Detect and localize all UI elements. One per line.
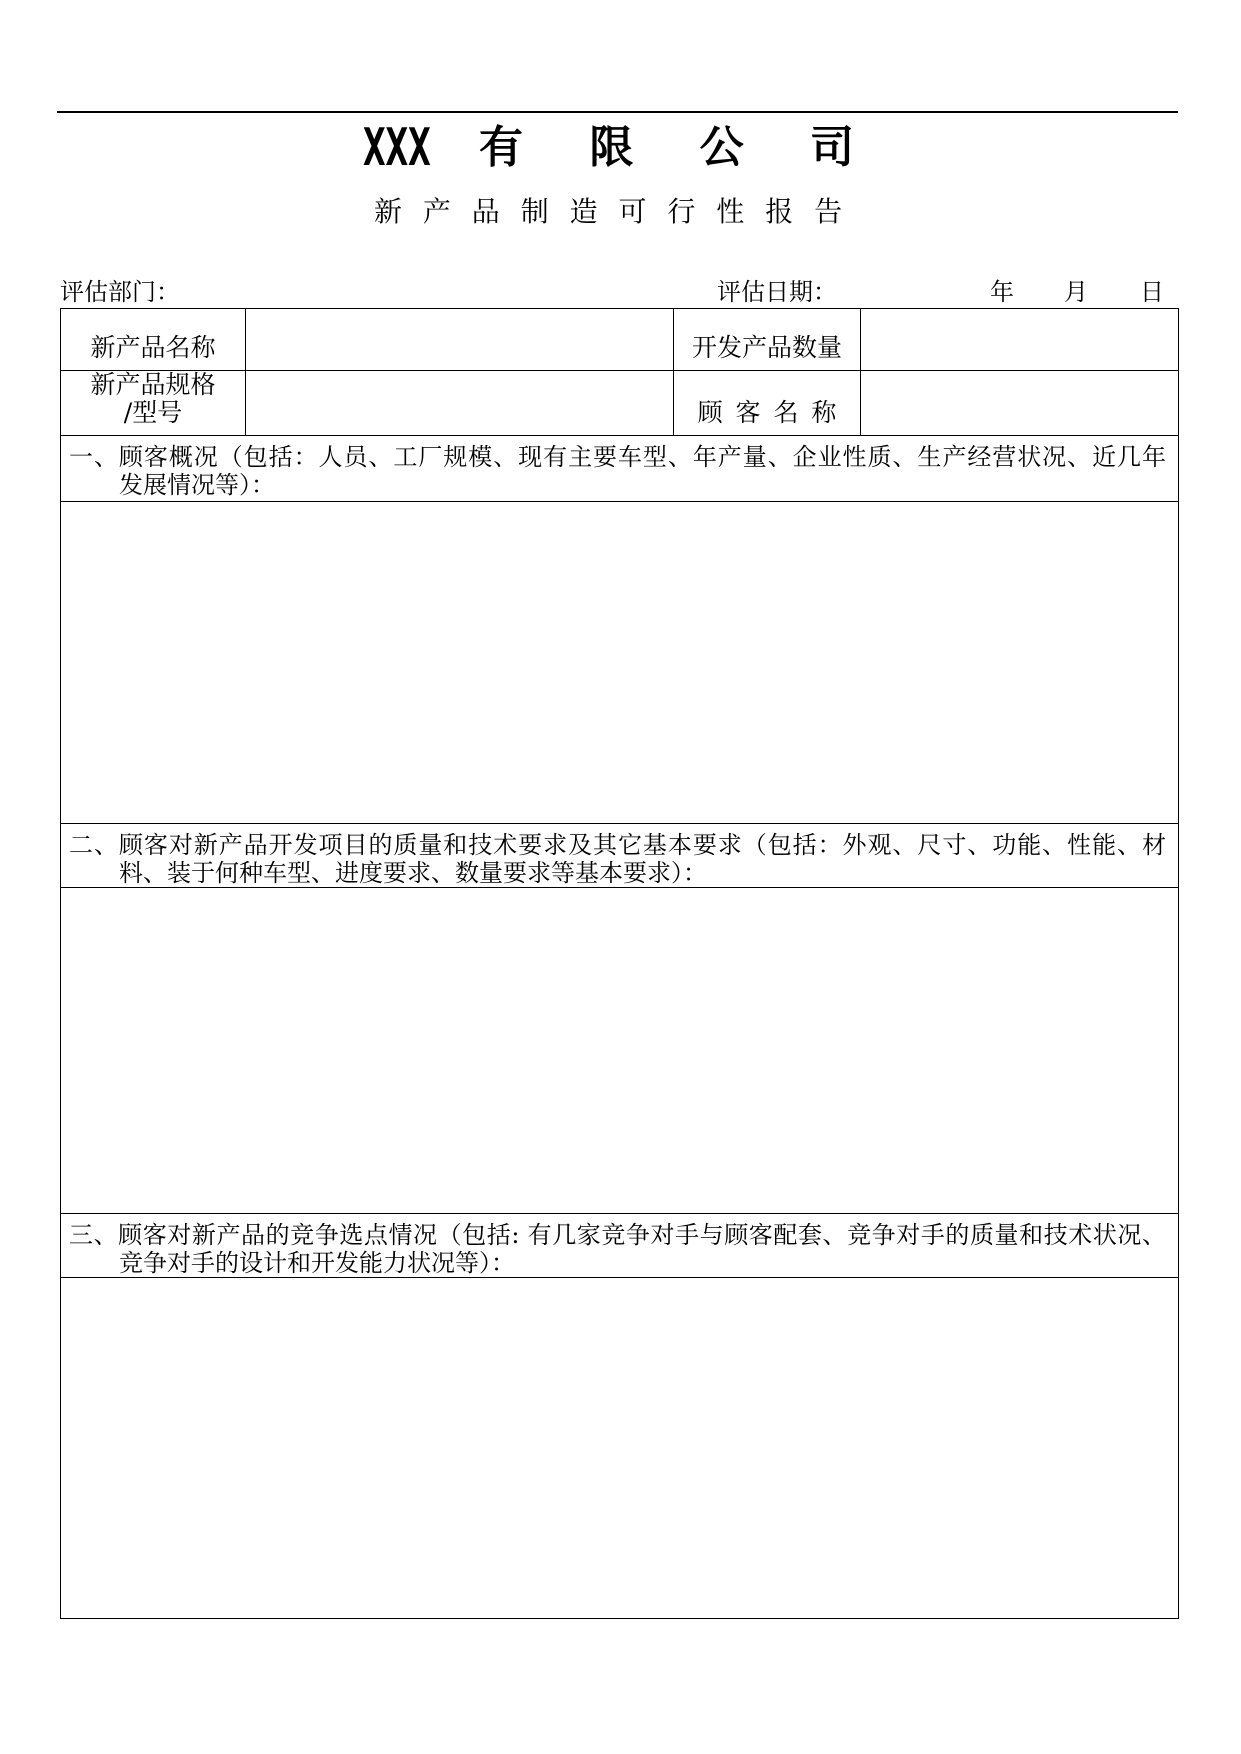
month-label: 月 — [1064, 278, 1088, 306]
section-2-content — [61, 888, 1179, 1214]
section-1-content — [61, 502, 1179, 824]
section-3-content — [61, 1278, 1179, 1619]
form-row-product-spec — [61, 371, 1179, 436]
product-spec-label-line1: 新产品规格 — [90, 370, 216, 399]
form-row-section-3-heading — [61, 1214, 1179, 1278]
section-2-heading-line1: 二、顾客对新产品开发项目的质量和技术要求及其它基本要求（包括：外观、尺寸、功能、性能、材 — [69, 831, 1166, 859]
section-2-heading-line2: 料、装于何种车型、进度要求、数量要求等基本要求）： — [119, 859, 707, 887]
date-label: 评估日期： — [717, 278, 837, 306]
form-row-section-2-content — [61, 888, 1179, 1214]
year-label: 年 — [990, 278, 1014, 306]
section-1-heading-line1: 一、顾客概况（包括：人员、工厂规模、现有主要车型、年产量、企业性质、生产经营状况、近几年 — [69, 443, 1166, 471]
report-title: 新 产 品 制 造 可 行 性 报 告 — [374, 195, 843, 228]
section-3-heading-line2: 竞争对手的设计和开发能力状况等）： — [119, 1249, 515, 1277]
product-spec-label — [61, 371, 246, 436]
product-quantity-value — [861, 309, 1179, 371]
day-label: 日 — [1140, 278, 1164, 306]
section-1-heading — [61, 436, 1179, 502]
product-spec-value — [246, 371, 674, 436]
form-row-section-1-heading — [61, 436, 1179, 502]
header-rule — [57, 111, 1178, 113]
product-quantity-label: 开发产品数量 — [674, 309, 861, 371]
product-name-label: 新产品名称 — [61, 309, 246, 371]
form-row-section-2-heading — [61, 824, 1179, 888]
company-type: 有 限 公 司 — [479, 122, 854, 173]
section-3-heading-line1: 三、顾客对新产品的竞争选点情况（包括: 有几家竞争对手与顾客配套、竞争对手的质量和技术状况、 — [69, 1221, 1166, 1249]
feasibility-form-table — [60, 308, 1179, 1619]
section-2-heading — [61, 824, 1179, 888]
customer-name-label: 顾 客 名 称 — [674, 371, 861, 436]
form-row-section-3-content — [61, 1278, 1179, 1619]
section-1-heading-line2: 发展情况等）： — [119, 471, 275, 499]
product-spec-label-line2: /型号 — [123, 398, 183, 427]
customer-name-value — [861, 371, 1179, 436]
company-name: XXX — [363, 118, 431, 178]
company-title — [0, 118, 1241, 178]
product-name-value — [246, 309, 674, 371]
section-3-heading — [61, 1214, 1179, 1278]
form-row-section-1-content — [61, 502, 1179, 824]
department-label: 评估部门： — [60, 278, 180, 306]
form-row-product-name — [61, 309, 1179, 371]
